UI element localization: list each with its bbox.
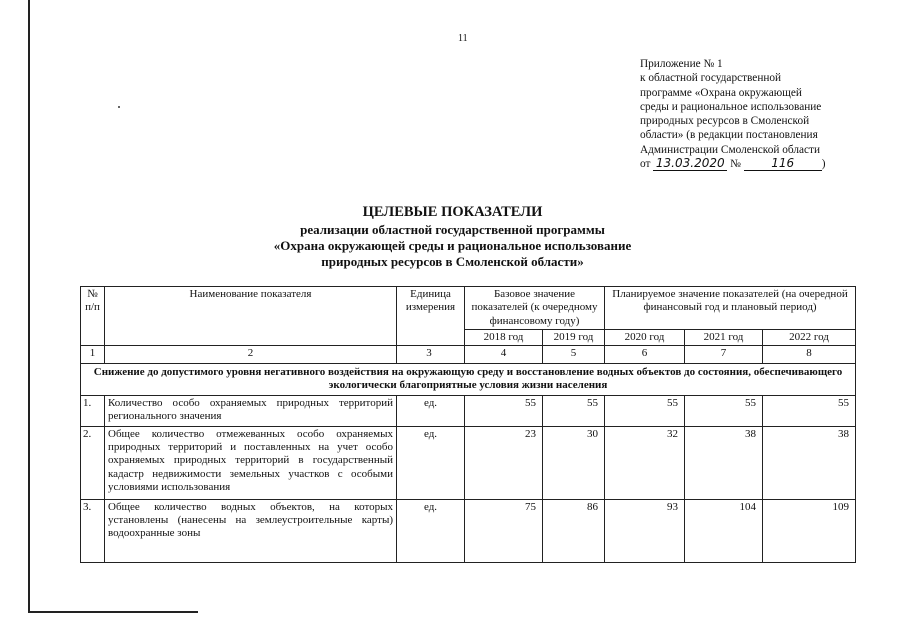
row-number: 2. <box>81 426 105 499</box>
title-line: реализации областной государственной программы <box>300 222 605 237</box>
table-header-row <box>81 287 856 330</box>
table-row <box>81 395 856 426</box>
document-title <box>0 203 905 270</box>
header-year: 2021 год <box>685 329 763 345</box>
column-number: 7 <box>685 346 763 364</box>
scan-edge-bottom <box>28 611 198 613</box>
header-year: 2022 год <box>763 329 856 345</box>
appendix-line: природных ресурсов в Смоленской <box>640 115 810 128</box>
value-2018: 75 <box>465 499 543 562</box>
column-number: 8 <box>763 346 856 364</box>
appendix-line: области» (в редакции постановления <box>640 129 818 142</box>
header-year: 2019 год <box>543 329 605 345</box>
value-2020: 32 <box>605 426 685 499</box>
row-number: 3. <box>81 499 105 562</box>
from-label: от <box>640 158 651 171</box>
column-number: 3 <box>397 346 465 364</box>
appendix-line: к областной государственной <box>640 72 782 85</box>
value-2020: 93 <box>605 499 685 562</box>
table-row <box>81 426 856 499</box>
value-2021: 55 <box>685 395 763 426</box>
value-2018: 55 <box>465 395 543 426</box>
title-line: природных ресурсов в Смоленской области» <box>321 254 584 269</box>
unit-cell: ед. <box>397 499 465 562</box>
value-2021: 38 <box>685 426 763 499</box>
value-2022: 38 <box>763 426 856 499</box>
value-2021: 104 <box>685 499 763 562</box>
decree-reference <box>640 157 855 171</box>
header-base-value: Базовое значение показателей (к очередному финансовому году) <box>465 287 605 330</box>
header-name: Наименование показателя <box>105 287 397 346</box>
scan-edge-left <box>28 0 30 612</box>
handwritten-number: 116 <box>744 157 822 171</box>
indicator-name: Общее количество водных объектов, на которых установлены (нанесены на землеустроительные карты) водоохранные зоны <box>105 499 397 562</box>
header-num: № п/п <box>81 287 105 346</box>
header-year: 2020 год <box>605 329 685 345</box>
value-2019: 55 <box>543 395 605 426</box>
column-number-row <box>81 346 856 364</box>
page-number: 11 <box>458 33 468 44</box>
column-number: 6 <box>605 346 685 364</box>
value-2020: 55 <box>605 395 685 426</box>
appendix-line: программе «Охрана окружающей <box>640 86 802 99</box>
column-number: 5 <box>543 346 605 364</box>
header-unit: Единица измерения <box>397 287 465 346</box>
unit-cell: ед. <box>397 395 465 426</box>
row-number: 1. <box>81 395 105 426</box>
scan-dot <box>118 106 120 108</box>
header-year: 2018 год <box>465 329 543 345</box>
unit-cell: ед. <box>397 426 465 499</box>
value-2019: 86 <box>543 499 605 562</box>
column-number: 1 <box>81 346 105 364</box>
indicators-table <box>80 286 856 563</box>
table-row <box>81 499 856 562</box>
value-2019: 30 <box>543 426 605 499</box>
title-main: ЦЕЛЕВЫЕ ПОКАЗАТЕЛИ <box>362 204 543 220</box>
value-2022: 109 <box>763 499 856 562</box>
number-label: № <box>730 158 741 171</box>
header-planned-value: Планируемое значение показателей (на очередной финансовый год и плановый период) <box>605 287 856 330</box>
column-number: 2 <box>105 346 397 364</box>
appendix-line: Приложение № 1 <box>640 58 723 70</box>
appendix-line: среды и рациональное использование <box>640 100 822 113</box>
closing-paren: ) <box>821 158 826 171</box>
handwritten-date: 13.03.2020 <box>653 157 727 171</box>
value-2022: 55 <box>763 395 856 426</box>
value-2018: 23 <box>465 426 543 499</box>
appendix-line: Администрации Смоленской области <box>640 143 820 156</box>
appendix-note <box>640 57 855 171</box>
column-number: 4 <box>465 346 543 364</box>
indicator-name: Количество особо охраняемых природных территорий регионального значения <box>105 395 397 426</box>
title-line: «Охрана окружающей среды и рациональное использование <box>273 238 632 253</box>
indicator-name: Общее количество отмежеванных особо охраняемых природных территорий и поставленных на учет особо охраняемых природных территорий в государственный кадастр недвижимости земельных участков с особыми условиями использования <box>105 426 397 499</box>
section-title: Снижение до допустимого уровня негативного воздействия на окружающую среду и восстановление водных объектов до состояния, обеспечивающего экологически благоприятные условия жизни населения <box>81 364 856 396</box>
section-row <box>81 364 856 396</box>
